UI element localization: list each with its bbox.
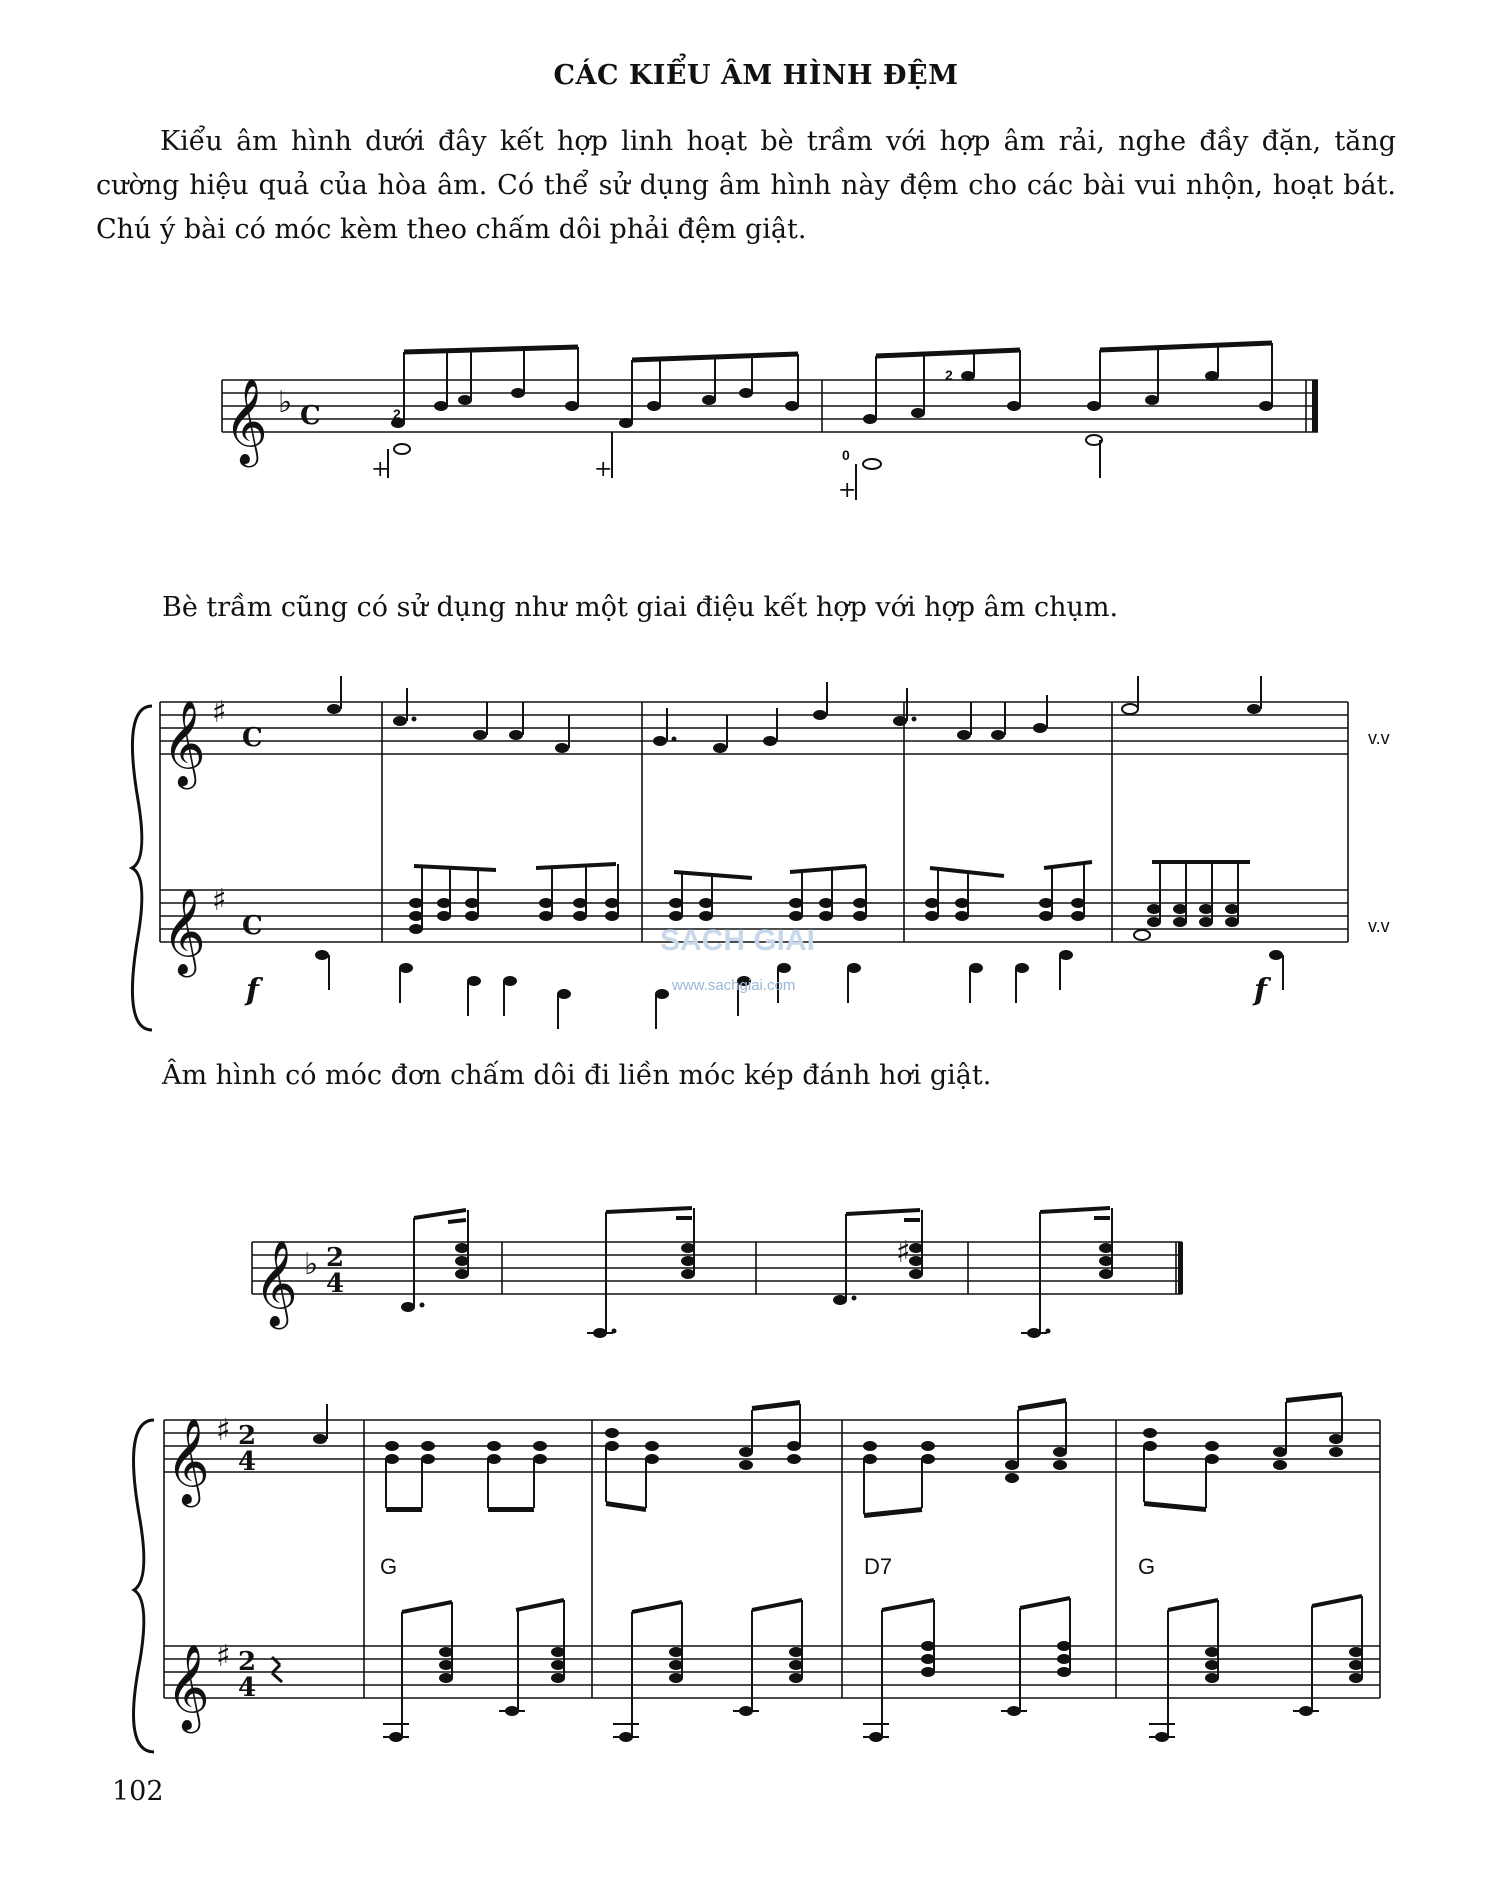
treble-clef-icon: 𝄞 — [166, 1644, 210, 1730]
sharp-icon: ♯ — [212, 695, 227, 730]
time-sig-bottom: 4 — [238, 1447, 257, 1477]
sharp-icon: ♯ — [896, 1235, 911, 1270]
page-number: 102 — [112, 1776, 164, 1807]
intro-paragraph: Kiểu âm hình dưới đây kết hợp linh hoạt bè trầm với hợp âm rải, nghe đầy đặn, tăng cường hiệu quả của hòa âm. Có thể sử dụng âm hình này đệm cho các bài vui nhộn, hoạt bát. Chú ý bài có móc kèm theo chấm dôi phải đệm giật. — [96, 126, 1396, 245]
flat-icon: ♭ — [278, 385, 293, 420]
vv-marking: v.v — [1368, 916, 1390, 936]
treble-clef-icon: 𝄞 — [254, 1240, 298, 1326]
fingering-label: 0 — [842, 447, 850, 463]
flat-icon: ♭ — [304, 1247, 319, 1282]
forte-marking: f — [246, 973, 259, 1008]
vv-marking: v.v — [1368, 728, 1390, 748]
fingering-label: 2 — [945, 367, 953, 383]
svg-text:+: + — [594, 457, 613, 482]
common-time-icon: C — [242, 911, 263, 941]
example-1-staff — [222, 343, 1318, 503]
treble-clef-icon: 𝄞 — [162, 888, 206, 974]
fingering-label: 2 — [393, 406, 401, 422]
forte-marking: f — [1254, 973, 1267, 1008]
svg-text:+: + — [838, 478, 857, 503]
common-time-icon: C — [242, 723, 263, 753]
chord-symbol: G — [1138, 1554, 1156, 1579]
treble-clef-icon: 𝄞 — [162, 700, 206, 786]
example-3-staff — [252, 1208, 1183, 1338]
chord-symbol: D7 — [864, 1554, 893, 1579]
time-sig-top: 2 — [326, 1243, 345, 1273]
sharp-icon: ♯ — [216, 1413, 231, 1448]
sharp-icon: ♯ — [216, 1639, 231, 1674]
time-sig-bottom: 4 — [238, 1673, 257, 1703]
watermark-url: www.sachgiai.com — [672, 977, 796, 994]
svg-text:+: + — [371, 457, 390, 482]
common-time-icon: C — [300, 401, 321, 431]
watermark-logo: SACH GIAI — [660, 924, 816, 957]
page-title: CÁC KIỂU ÂM HÌNH ĐỆM — [553, 60, 959, 91]
treble-clef-icon: 𝄞 — [224, 378, 268, 464]
treble-clef-icon: 𝄞 — [166, 1418, 210, 1504]
caption-bass-melody: Bè trầm cũng có sử dụng như một giai điệu kết hợp với hợp âm chụm. — [162, 592, 1119, 623]
sharp-icon: ♯ — [212, 883, 227, 918]
time-sig-bottom: 4 — [326, 1269, 345, 1299]
watermark — [660, 924, 815, 994]
caption-dotted-rhythm: Âm hình có móc đơn chấm dôi đi liền móc kép đánh hơi giật. — [162, 1060, 992, 1091]
time-sig-top: 2 — [238, 1647, 257, 1677]
example-4-grand-staff — [134, 1394, 1380, 1752]
time-sig-top: 2 — [238, 1421, 257, 1451]
chord-symbol: G — [380, 1554, 398, 1579]
